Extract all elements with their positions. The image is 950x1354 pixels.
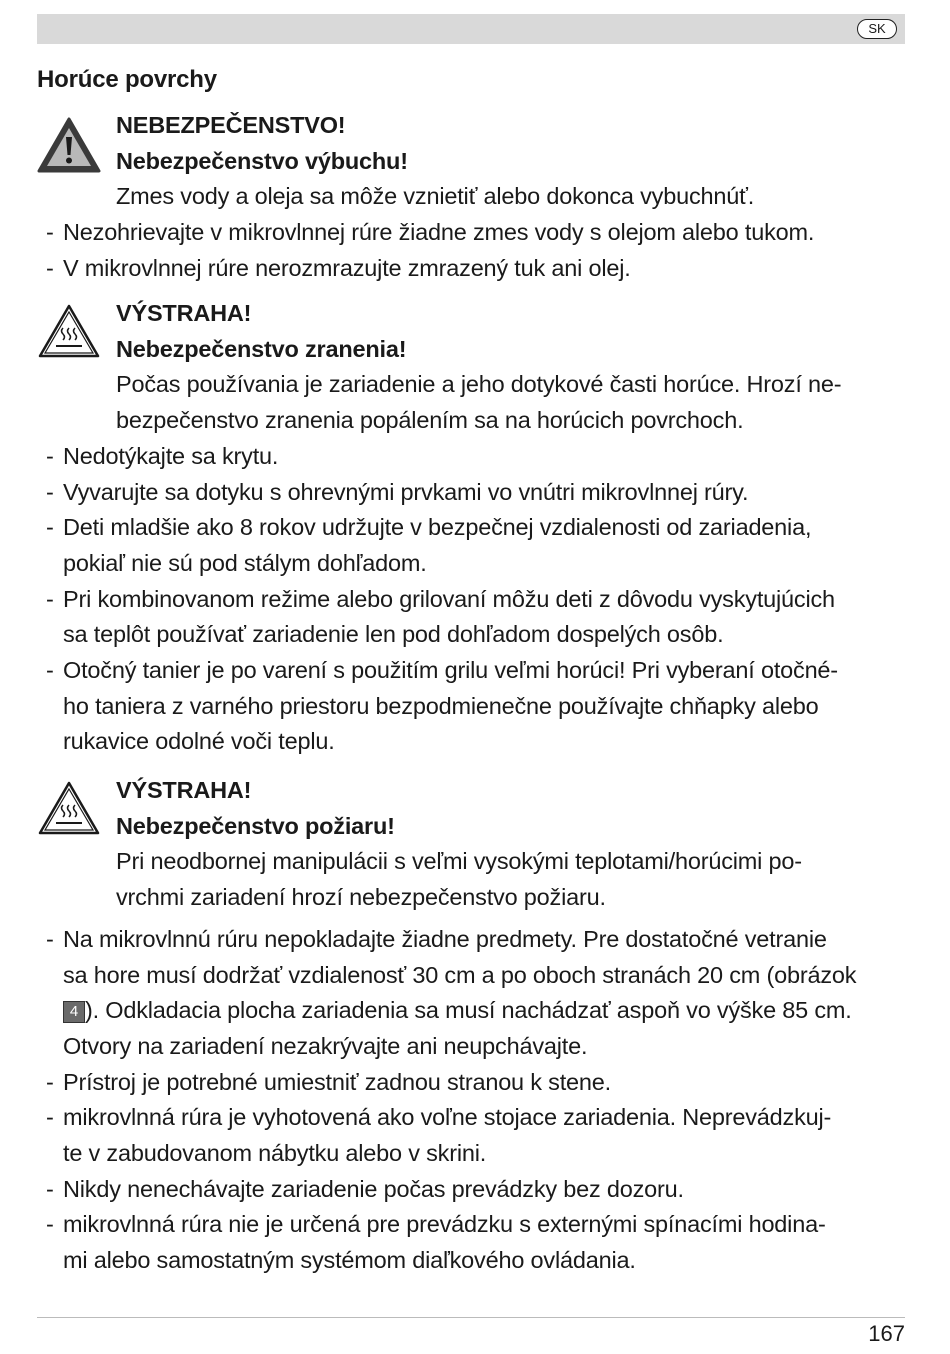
list-item-line (63, 621, 723, 648)
list-item-line (46, 1104, 832, 1131)
hazard-description: Počas používania je zariadenie a jeho dotykové časti horúce. Hrozí ne- (116, 371, 842, 398)
list-item-line (46, 254, 631, 282)
bullet-dash: - (46, 514, 54, 541)
list-item-text: mikrovlnná rúra nie je určená pre prevádzku s externými spínacími hodina- (63, 1211, 826, 1238)
list-item-line (46, 1211, 826, 1238)
bullet-dash: - (46, 1104, 54, 1131)
list-item-text: Nezohrievajte v mikrovlnnej rúre žiadne zmes vody s olejom alebo tukom. (63, 219, 815, 246)
list-item-text: te v zabudovanom nábytku alebo v skrini. (63, 1140, 487, 1166)
list-item-text: ). Odkladacia plocha zariadenia sa musí nachádzať aspoň vo výške 85 cm. (85, 997, 852, 1024)
list-item-text: Vyvarujte sa dotyku s ohrevnými prvkami vo vnútri mikrovlnnej rúry. (63, 478, 749, 505)
list-item-text: Deti mladšie ako 8 rokov udržujte v bezpečnej vzdialenosti od zariadenia, (63, 514, 812, 541)
list-item-line (63, 693, 818, 720)
bullet-dash: - (46, 442, 54, 469)
list-item-text: mi alebo samostatným systémom diaľkového ovládania. (63, 1247, 636, 1274)
list-item-line (63, 728, 335, 755)
list-item-text: ho taniera z varného priestoru bezpodmienečne používajte chňapky alebo (63, 692, 819, 719)
list-item-line (46, 925, 827, 953)
list-item-text: Prístroj je potrebné umiestniť zadnou stranou k stene. (63, 1068, 611, 1095)
page-number: 167 (868, 1321, 905, 1346)
bullet-dash: - (46, 1211, 54, 1238)
hazard-title: Nebezpečenstvo zranenia! (116, 335, 407, 362)
signal-word: VÝSTRAHA! (116, 300, 252, 326)
list-item-text: sa hore musí dodržať vzdialenosť 30 cm a po oboch stranách 20 cm (obrázok (63, 961, 857, 988)
bullet-dash: - (46, 1068, 54, 1095)
list-item-text: mikrovlnná rúra je vyhotovená ako voľne stojace zariadenia. Neprevádzkuj- (63, 1104, 832, 1131)
list-item-text: Otočný tanier je po varení s použitím grilu veľmi horúci! Pri vyberaní otočné- (63, 657, 838, 683)
hazard-description: vrchmi zariadení hrozí nebezpečenstvo požiaru. (116, 884, 606, 911)
list-item-line (46, 657, 838, 684)
list-item-line (46, 514, 812, 541)
list-item-line (63, 550, 427, 577)
list-item-text: pokiaľ nie sú pod stálym dohľadom. (63, 549, 427, 576)
list-item-line (63, 962, 856, 989)
hazard-title: Nebezpečenstvo výbuchu! (116, 147, 408, 174)
hazard-description: Pri neodbornej manipulácii s veľmi vysokými teplotami/horúcimi po- (116, 848, 802, 875)
footer-rule (37, 1317, 905, 1318)
list-item-line (63, 997, 852, 1024)
list-item-line (63, 1033, 587, 1060)
bullet-dash: - (46, 657, 54, 683)
bullet-dash: - (46, 585, 54, 612)
list-item-text: Nedotýkajte sa krytu. (63, 442, 279, 469)
list-item-text: Pri kombinovanom režime alebo grilovaní môžu deti z dôvodu vyskytujúcich (63, 585, 835, 612)
hazard-title: Nebezpečenstvo požiaru! (116, 812, 395, 839)
header-bar (37, 14, 905, 44)
signal-word: VÝSTRAHA! (116, 777, 252, 803)
list-item-text: sa teplôt používať zariadenie len pod dohľadom dospelých osôb. (63, 621, 724, 648)
bullet-dash: - (46, 254, 54, 281)
hot-surface-warning-icon (36, 302, 102, 360)
bullet-dash: - (46, 925, 54, 952)
signal-word: NEBEZPEČENSTVO! (116, 112, 346, 138)
hazard-description: Zmes vody a oleja sa môže vznietiť alebo dokonca vybuchnúť. (116, 183, 755, 210)
bullet-dash: - (46, 219, 54, 246)
danger-warning-icon (36, 116, 102, 174)
list-item-text: Otvory na zariadení nezakrývajte ani neupchávajte. (63, 1032, 588, 1059)
list-item-line (46, 1068, 611, 1096)
list-item-text: Nikdy nenechávajte zariadenie počas prevádzky bez dozoru. (63, 1175, 684, 1202)
list-item-line (46, 478, 749, 506)
figure-reference: 4 (63, 1001, 85, 1023)
hazard-description: bezpečenstvo zranenia popálením sa na horúcich povrchoch. (116, 407, 744, 434)
bullet-dash: - (46, 478, 54, 505)
language-badge: SK (857, 19, 897, 39)
list-item-line (46, 585, 835, 613)
hot-surface-warning-icon (36, 779, 102, 837)
list-item-text: Na mikrovlnnú rúru nepokladajte žiadne predmety. Pre dostatočné vetranie (63, 925, 827, 952)
list-item-line (63, 1247, 636, 1274)
list-item-line (46, 442, 279, 470)
list-item-text: V mikrovlnnej rúre nerozmrazujte zmrazený tuk ani olej. (63, 254, 631, 281)
list-item-line (46, 219, 815, 246)
list-item-line (63, 1140, 486, 1167)
bullet-dash: - (46, 1175, 54, 1202)
list-item-line (46, 1175, 684, 1203)
list-item-text: rukavice odolné voči teplu. (63, 728, 335, 755)
section-title: Horúce povrchy (37, 66, 217, 93)
